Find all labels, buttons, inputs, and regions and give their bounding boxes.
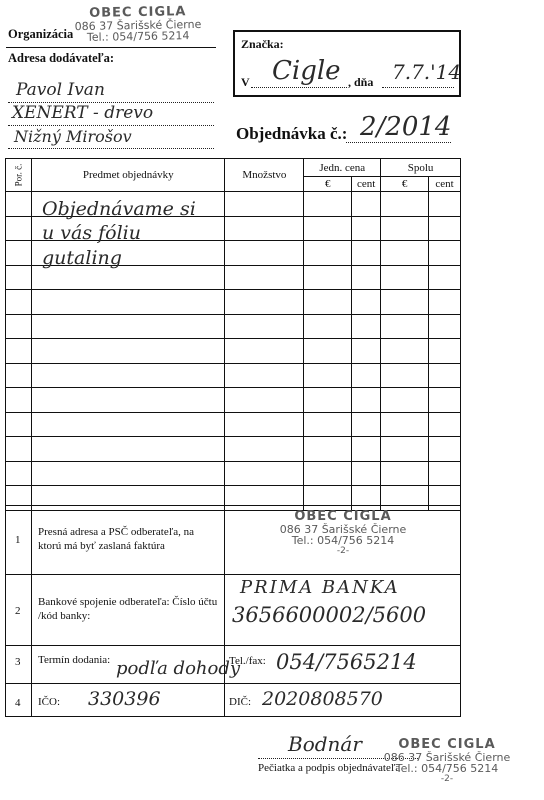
delivery-term: podľa dohody: [116, 658, 241, 679]
info-num-1: 1: [15, 534, 21, 546]
table-cell: [225, 265, 304, 290]
table-cell: [428, 461, 460, 486]
table-cell: [304, 437, 352, 462]
table-cell: [31, 314, 224, 339]
col-subject: Predmet objednávky: [31, 159, 224, 192]
info-num-2: 2: [15, 605, 21, 617]
info-num-4: 4: [15, 697, 21, 709]
table-cell: [304, 461, 352, 486]
info-sep-3: [5, 683, 461, 684]
supplier-line-1: Pavol Ivan: [16, 80, 105, 100]
table-cell: [6, 437, 32, 462]
col-por: Por. č.: [6, 159, 32, 192]
signature-label: Pečiatka a podpis objednávateľa: [258, 762, 401, 774]
table-cell: [428, 363, 460, 388]
table-cell: [304, 388, 352, 413]
supplier-line-2-rule: [8, 125, 214, 126]
col-unit-price: Jedn. cena: [304, 159, 381, 177]
mark-place-rule: [251, 87, 347, 88]
item-line-3: gutaling: [42, 247, 122, 269]
stamp-name: OBEC CIGLA: [89, 4, 187, 21]
table-cell: [31, 412, 224, 437]
item-line-2: u vás fóliu: [42, 222, 141, 244]
order-number: 2/2014: [360, 112, 452, 142]
table-cell: [6, 363, 32, 388]
table-cell: [225, 363, 304, 388]
mark-date-label: , dňa: [348, 75, 374, 89]
table-row: [6, 339, 461, 364]
table-cell: [381, 388, 429, 413]
ico-label: IČO:: [38, 696, 60, 708]
table-row: [6, 314, 461, 339]
table-cell: [381, 314, 429, 339]
table-cell: [428, 265, 460, 290]
table-cell: [381, 265, 429, 290]
table-row: [6, 461, 461, 486]
table-cell: [225, 314, 304, 339]
mark-date-rule: [382, 87, 454, 88]
table-cell: [381, 192, 429, 217]
info-sep-2: [5, 645, 461, 646]
table-row: [6, 363, 461, 388]
table-cell: [428, 192, 460, 217]
table-cell: [381, 216, 429, 241]
info-vline-mid: [224, 505, 225, 717]
table-cell: [428, 241, 460, 266]
info-num-3: 3: [15, 656, 21, 668]
table-cell: [352, 192, 381, 217]
table-cell: [304, 192, 352, 217]
table-cell: [225, 216, 304, 241]
dic-label: DIČ:: [229, 696, 251, 708]
table-cell: [428, 388, 460, 413]
table-cell: [304, 241, 352, 266]
info-label-2: Bankové spojenie odberateľa: Číslo účtu /kód banky:: [38, 596, 218, 622]
dic-value: 2020808570: [262, 688, 383, 710]
table-cell: [352, 290, 381, 315]
table-cell: [428, 216, 460, 241]
table-cell: [381, 241, 429, 266]
table-cell: [31, 437, 224, 462]
table-cell: [352, 241, 381, 266]
mark-date: 7.7.'14: [392, 60, 462, 84]
table-cell: [304, 314, 352, 339]
table-cell: [6, 461, 32, 486]
table-cell: [6, 314, 32, 339]
table-cell: [31, 363, 224, 388]
supplier-label: Adresa dodávateľa:: [8, 51, 114, 65]
table-row: [6, 290, 461, 315]
table-cell: [225, 290, 304, 315]
table-cell: [428, 290, 460, 315]
table-cell: [225, 241, 304, 266]
unit-price-cent: cent: [352, 177, 381, 192]
table-cell: [6, 192, 32, 217]
table-cell: [381, 461, 429, 486]
table-row: [6, 412, 461, 437]
unit-price-eur: €: [304, 177, 352, 192]
item-line-1: Objednávame si: [42, 198, 196, 220]
stamp-address: 086 37 Šarišské Čierne: [74, 17, 202, 33]
tel-label: Tel./fax:: [229, 655, 266, 667]
organization-stamp: [58, 5, 219, 45]
table-cell: [6, 339, 32, 364]
table-cell: [352, 314, 381, 339]
mark-in-label: V: [241, 75, 250, 89]
table-cell: [352, 216, 381, 241]
table-cell: [352, 461, 381, 486]
col-qty: Množstvo: [225, 159, 304, 192]
mark-place: Cigle: [272, 56, 341, 86]
table-cell: [352, 265, 381, 290]
table-cell: [225, 437, 304, 462]
table-cell: [31, 461, 224, 486]
table-cell: [225, 192, 304, 217]
mark-title: Značka:: [241, 37, 284, 51]
total-eur: €: [381, 177, 429, 192]
table-cell: [6, 388, 32, 413]
table-cell: [31, 339, 224, 364]
table-cell: [381, 412, 429, 437]
table-cell: [352, 412, 381, 437]
table-cell: [225, 461, 304, 486]
table-cell: [6, 290, 32, 315]
table-cell: [352, 388, 381, 413]
table-cell: [6, 265, 32, 290]
bank-account: 3656600002/5600: [232, 603, 427, 627]
info-label-1: Presná adresa a PSČ odberateľa, na ktorú má byť zaslaná faktúra: [38, 526, 194, 552]
supplier-line-2: XENERT - drevo: [12, 103, 154, 123]
table-cell: [6, 412, 32, 437]
table-row: [6, 437, 461, 462]
info-stamp: OBEC CIGLA 086 37 Šarišské Čierne Tel.: 054/756 5214 -2-: [279, 509, 407, 556]
table-cell: [6, 216, 32, 241]
table-cell: [225, 412, 304, 437]
table-cell: [304, 339, 352, 364]
table-cell: [381, 437, 429, 462]
ico-value: 330396: [88, 688, 161, 710]
table-cell: [352, 437, 381, 462]
table-cell: [381, 290, 429, 315]
order-number-rule: [346, 142, 451, 143]
info-vline-num: [31, 505, 32, 717]
table-cell: [304, 265, 352, 290]
order-label: Objednávka č.:: [236, 124, 348, 143]
table-cell: [428, 339, 460, 364]
table-cell: [428, 314, 460, 339]
table-cell: [352, 339, 381, 364]
table-cell: [304, 412, 352, 437]
total-cent: cent: [428, 177, 460, 192]
table-cell: [225, 388, 304, 413]
table-cell: [304, 290, 352, 315]
supplier-line-3: Nižný Mirošov: [14, 127, 132, 146]
info-sep-1: [5, 574, 461, 575]
table-cell: [428, 412, 460, 437]
stamp-phone: Tel.: 054/756 5214: [86, 29, 190, 45]
table-cell: [428, 437, 460, 462]
table-cell: [381, 363, 429, 388]
table-cell: [352, 363, 381, 388]
footer-stamp: OBEC CIGLA 086 37 Šarišské Čierne Tel.: 054/756 5214 -2-: [383, 737, 511, 784]
signature: Bodnár: [288, 732, 362, 756]
table-cell: [304, 216, 352, 241]
table-cell: [31, 388, 224, 413]
organization-underline: [6, 47, 216, 48]
table-cell: [225, 339, 304, 364]
table-cell: [6, 241, 32, 266]
table-cell: [31, 290, 224, 315]
info-label-3: Termín dodania:: [38, 654, 111, 666]
table-cell: [304, 363, 352, 388]
table-row: [6, 388, 461, 413]
table-cell: [381, 339, 429, 364]
bank-name: PRIMA BANKA: [240, 577, 400, 598]
supplier-line-3-rule: [8, 148, 214, 149]
tel-value: 054/7565214: [276, 650, 417, 674]
organization-label: Organizácia: [8, 27, 74, 41]
col-total: Spolu: [381, 159, 461, 177]
